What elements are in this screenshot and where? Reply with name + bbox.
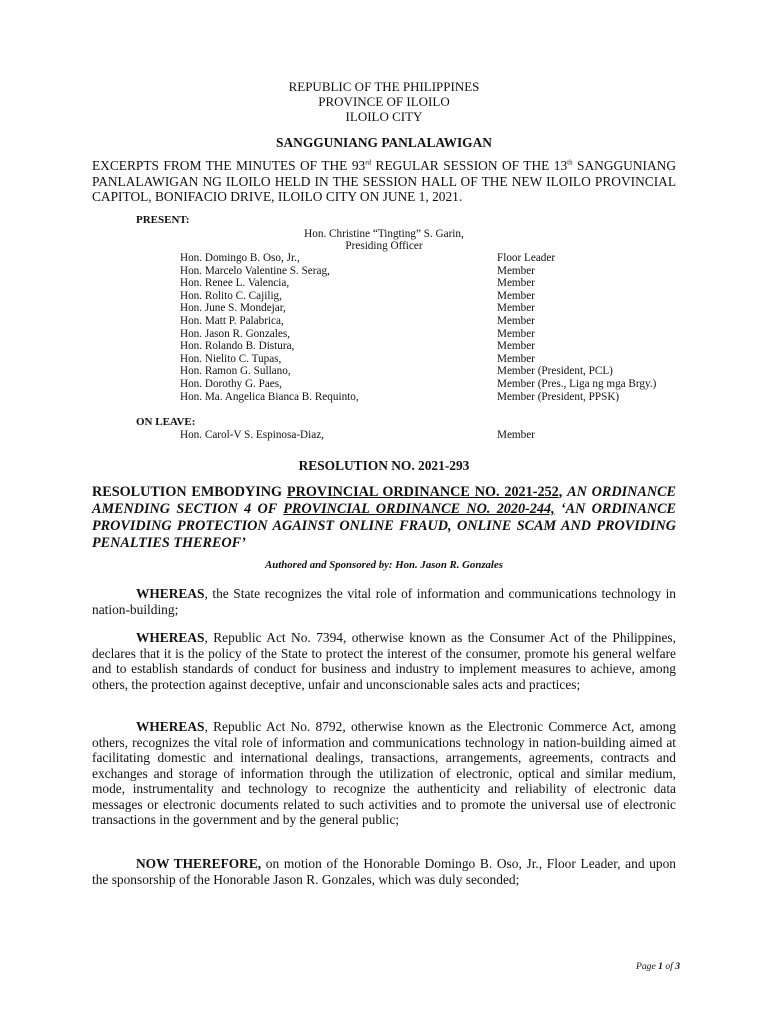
member-name: Hon. June S. Mondejar, [180,302,286,315]
member-role: Member (Pres., Liga ng mga Brgy.) [497,378,657,390]
resolution-title: RESOLUTION EMBODYING PROVINCIAL ORDINANCE NO. 2021-252, AN ORDINANCE AMENDING SECTION 4 OF PROVINCIAL ORDINANCE NO. 2020-244, ‘AN ORDINANCE PROVIDING PROTECTION AGAINST ONLINE FRAUD, ONLINE SCAM AND PROVIDING PENALTIES THEREOF’ [92,484,677,551]
presiding-officer-name: Hon. Christine “Tingting” S. Garin, [304,228,464,240]
member-role: Member [497,264,535,277]
page-number: Page 1 of 3 [636,961,680,972]
member-role: Member (President, PCL) [497,365,613,378]
excerpt-paragraph: EXCERPTS FROM THE MINUTES OF THE 93rd REGULAR SESSION OF THE 13th SANGGUNIANG PANLALAWIGAN NG ILOILO HELD IN THE SESSION HALL OF THE NEW ILOILO PROVINCIAL CAPITOL, BONIFACIO DRIVE, ILOILO CITY ON JUNE 1, 2021. [92,158,676,204]
whereas-paragraph-2: WHEREAS, Republic Act No. 7394, otherwise known as the Consumer Act of the Philippines, declares that it is the policy of the State to protect the interest of the consumer, promote his general welfare and to establish standards of conduct for business and industry to implement measures to achieve, among others, the protection against deceptive, unfair and unconscionable sales acts and practices; [92,630,676,692]
header-republic: REPUBLIC OF THE PHILIPPINES [288,79,480,94]
member-name: Hon. Rolito C. Cajilig, [180,289,282,302]
member-name: Hon. Ramon G. Sullano, [180,365,291,378]
member-name: Hon. Carol-V S. Espinosa-Diaz, [180,429,324,441]
member-name: Hon. Dorothy G. Paes, [180,378,282,390]
member-role: Member [497,429,535,441]
whereas-paragraph-3: WHEREAS, Republic Act No. 8792, otherwise known as the Electronic Commerce Act, among others, recognizes the vital role of information and communications technology in nation-building aimed at facilitating domestic and international dealings, transactions, arrangements, agreements, contracts and exchanges and storage of information through the utilization of electronic, optical and similar medium, mode, instrumentality and technology to recognize the authenticity and reliability of electronic data messages or electronic documents related to such activities and to promote the universal use of electronic transactions in the government and by the general public; [92,719,676,827]
member-name: Hon. Domingo B. Oso, Jr., [180,252,300,264]
member-name: Hon. Marcelo Valentine S. Serag, [180,264,330,277]
member-role: Member (President, PPSK) [497,390,620,403]
member-role: Member [497,352,535,365]
now-therefore-paragraph: NOW THEREFORE, on motion of the Honorable Domingo B. Oso, Jr., Floor Leader, and upon the sponsorship of the Honorable Jason R. Gonzales, which was duly seconded; [92,856,676,887]
authored-sponsored-line: Authored and Sponsored by: Hon. Jason R. Gonzales [265,559,503,571]
resolution-number: RESOLUTION NO. 2021-293 [298,458,470,473]
on-leave-label: ON LEAVE: [136,416,196,428]
member-role: Member [497,315,535,327]
member-role: Member [497,327,535,340]
member-name: Hon. Ma. Angelica Bianca B. Requinto, [180,390,359,403]
header-city: ILOILO CITY [345,109,423,124]
member-role: Member [497,302,535,315]
member-role: Member [497,340,535,353]
member-name: Hon. Nielito C. Tupas, [180,352,282,365]
member-name: Hon. Jason R. Gonzales, [180,327,290,340]
member-name: Hon. Renee L. Valencia, [180,277,290,290]
member-name: Hon. Matt P. Palabrica, [180,315,284,327]
header-province: PROVINCE OF ILOILO [318,94,450,109]
member-role: Member [497,289,535,302]
member-role: Floor Leader [497,252,556,264]
present-label: PRESENT: [136,214,190,226]
member-name: Hon. Rolando B. Distura, [180,340,295,353]
presiding-officer-title: Presiding Officer [345,240,423,252]
member-role: Member [497,277,535,290]
whereas-paragraph-1: WHEREAS, the State recognizes the vital role of information and communications technology in nation-building; [92,586,676,617]
header-body-name: SANGGUNIANG PANLALAWIGAN [276,135,492,150]
